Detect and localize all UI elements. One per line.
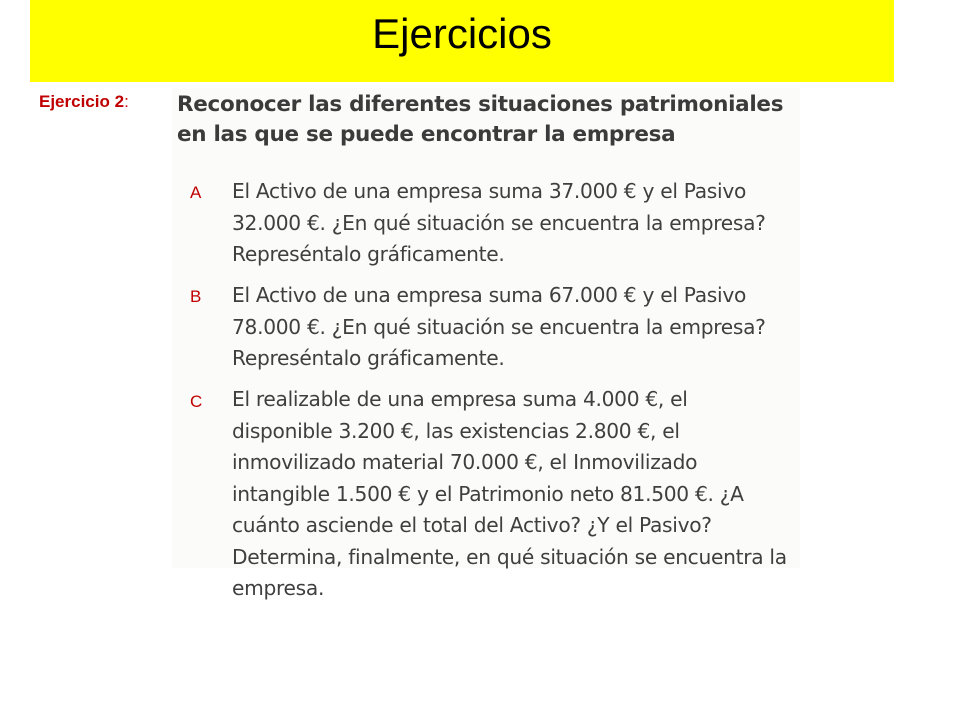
exercise-label	[39, 92, 129, 112]
slide-title: Ejercicios	[372, 10, 552, 57]
exercise-item-b: El Activo de una empresa suma 67.000 € y el Pasivo 78.000 €. ¿En qué situación se encuentra la empresa? Represéntalo gráficamente.	[232, 283, 766, 370]
item-letter-c: C	[190, 392, 203, 411]
exercise-item-a: El Activo de una empresa suma 37.000 € y el Pasivo 32.000 €. ¿En qué situación se encuentra la empresa? Represéntalo gráficamente.	[232, 179, 766, 266]
exercise-item-c: El realizable de una empresa suma 4.000 €, el disponible 3.200 €, las existencias 2.800 €, el inmovilizado material 70.000 €, el Inmovilizado intangible 1.500 € y el Patrimonio neto 81.500 €. ¿A cuánto asciende el total del Activo? ¿Y el Pasivo? Determina, finalmente, en qué situación se encuentra la empresa.	[232, 387, 787, 600]
title-banner	[30, 0, 894, 82]
item-letter-b: B	[190, 287, 202, 306]
exercise-number: Ejercicio 2	[39, 92, 125, 111]
exercise-heading: Reconocer las diferentes situaciones patrimoniales en las que se puede encontrar la empresa	[177, 92, 784, 147]
exercise-label-colon: :	[124, 92, 129, 111]
item-letter-a: A	[190, 183, 202, 202]
